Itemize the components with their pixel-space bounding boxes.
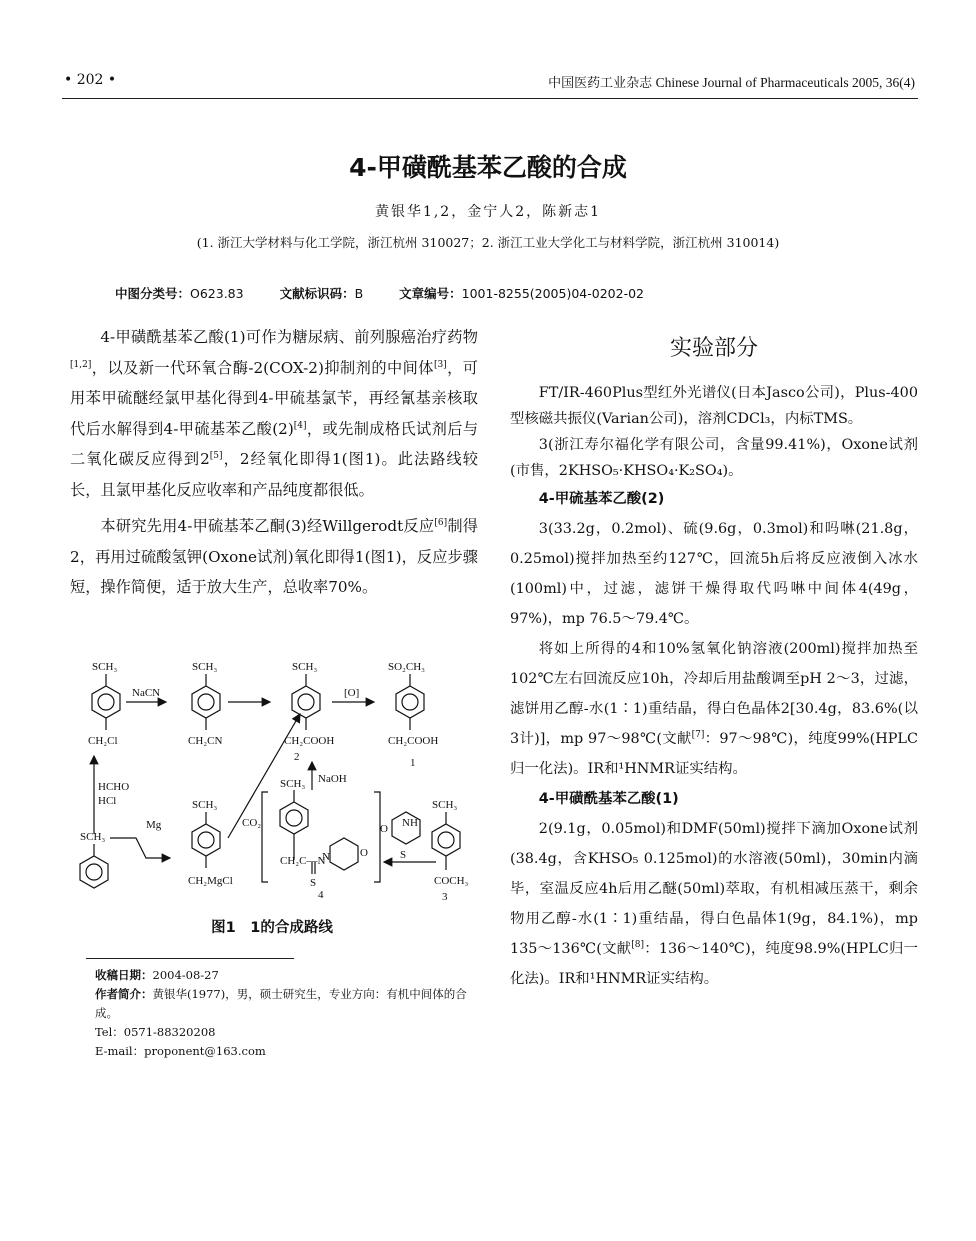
benzene-ring [192, 824, 220, 856]
article-no-label: 文章编号： [399, 286, 462, 301]
article-title: 4-甲磺酰基苯乙酸的合成 [349, 153, 627, 182]
reagent-nacn: NaCN [132, 687, 161, 699]
compound-4: 4 [318, 889, 324, 901]
label-thio-s: S [310, 877, 317, 889]
label-sch3-d: SCH₃ [80, 831, 106, 843]
clc-label: 中图分类号： [115, 286, 191, 301]
reagent-co2: CO₂ [242, 817, 262, 829]
label-sch3-g: SCH₃ [192, 799, 218, 811]
benzene-ring [292, 686, 320, 718]
doc-code-value: B [354, 286, 364, 301]
procedure-2b: 将如上所得的4和10%氢氧化钠溶液(200ml)搅拌加热至102℃左右回流反应10h，冷却后用盐酸调至pH 2～3，过滤，滤饼用乙醇-水(1∶1)重结晶，得白色晶体2[30.4g，83.6%(以3计)]，mp 97～98℃(文献[7]：97～98℃)，纯度99%(HPLC归一化法)。IR和¹HNMR证实结构。 [510, 641, 918, 777]
label-ch2c-n: CH₂C—N [280, 855, 326, 867]
benzene-ring [280, 802, 308, 834]
author-email: E-mail：proponent@163.com [95, 1044, 266, 1058]
reagents-paragraph: 3(浙江寿尔福化学有限公司，含量99.41%)，Oxone试剂(市售，2KHSO₅·KHSO₄·K₂SO₄)。 [510, 437, 918, 479]
benzene-ring [396, 686, 424, 718]
intro-paragraph-2: 本研究先用4-甲硫基苯乙酮(3)经Willgerodt反应[6]制得2，再用过硫酸氢钾(Oxone试剂)氧化即得1(图1)，反应步骤短，操作简便，适于放大生产，总收率70%。 [70, 517, 478, 596]
received-date: 收稿日期：2004-08-27 [95, 968, 219, 982]
reagent-hcho: HCHO [98, 781, 130, 793]
procedure-2a: 3(33.2g，0.2mol)、硫(9.6g，0.3mol)和吗啉(21.8g，0.25mol)搅拌加热至约127℃，回流5h后将反应液倒入冰水(100ml)中，过滤，滤饼干燥得取代吗啉中间体4(49g，97%)，mp 76.5～79.4℃。 [510, 521, 918, 627]
label-sch3-4: SCH₃ [280, 778, 306, 790]
synthesis-scheme [62, 652, 482, 914]
label-sch3-a: SCH₃ [92, 661, 118, 673]
label-s-reagent: S [400, 849, 407, 861]
label-n-morpholine: N [322, 851, 330, 863]
article-no-value: 1001-8255(2005)04-0202-02 [461, 286, 644, 301]
label-ch2cooh-b: CH₂COOH [388, 735, 439, 747]
label-sch3-3: SCH₃ [432, 799, 458, 811]
label-nh: NH [402, 817, 418, 829]
compound-1: 1 [410, 757, 416, 769]
benzene-ring [192, 686, 220, 718]
label-o-morpholine: O [360, 847, 368, 859]
journal-name-zh: 中国医药工业杂志 [548, 76, 653, 91]
label-o-reagent: O [380, 823, 388, 835]
morpholine-ring [330, 838, 358, 870]
subheading-compound-2: 4-甲硫基苯乙酸(2) [538, 491, 665, 507]
instruments-paragraph: FT/IR-460Plus型红外光谱仪(日本Jasco公司)，Plus-400型核磁共振仪(Varian公司)，溶剂CDCl₃，内标TMS。 [510, 385, 918, 427]
benzene-ring [432, 824, 460, 856]
doc-code-label: 文献标识码： [279, 286, 355, 301]
label-ch2cooh-a: CH₂COOH [284, 735, 335, 747]
author-bio: 作者简介：黄银华(1977)，男，硕士研究生，专业方向：有机中间体的合成。 [95, 987, 467, 1020]
journal-header [480, 72, 915, 91]
compound-3: 3 [442, 891, 448, 903]
procedure-1: 2(9.1g，0.05mol)和DMF(50ml)搅拌下滴加Oxone试剂(38.4g，含KHSO₅ 0.125mol)的水溶液(50ml)，30min内滴毕，室温反应4h后用乙醚(50ml)萃取，有机相减压蒸干，剩余物用乙醇-水(1∶1)重结晶，得白色晶体1(9g，84.1%)，mp 135～136℃(文献[8]：136～140℃)，纯度98.9%(HPLC归一化法)。IR和¹HNMR证实结构。 [510, 821, 918, 987]
intro-column [70, 322, 478, 603]
figure-caption: 图1 1的合成路线 [211, 920, 333, 936]
section-heading: 实验部分 [669, 336, 758, 361]
label-ch2cl: CH₂Cl [88, 735, 118, 747]
affiliations: (1. 浙江大学材料与化工学院，浙江杭州 310027；2. 浙江工业大学化工与材料学院，浙江杭州 310014) [196, 235, 780, 250]
experimental-column [510, 328, 918, 994]
footnotes [95, 966, 480, 1061]
reagent-naoh: NaOH [318, 773, 347, 785]
header-rule [62, 98, 918, 99]
intro-paragraph-1: 4-甲磺酰基苯乙酸(1)可作为糖尿病、前列腺癌治疗药物[1,2]，以及新一代环氧合酶-2(COX-2)抑制剂的中间体[3]，可用苯甲硫醚经氯甲基化得到4-甲硫基氯苄，再经氰基亲核取代后水解得到4-甲硫基苯乙酸(2)[4]，或先制成格氏试剂后与二氧化碳反应得到2[5]，2经氧化即得1(图1)。此法路线较长，且氯甲基化反应收率和产品纯度都很低。 [70, 328, 479, 499]
benzene-ring [92, 686, 120, 718]
journal-name-en: Chinese Journal of Pharmaceuticals 2005, 36(4) [655, 75, 915, 90]
reagent-ox: [O] [344, 687, 360, 699]
label-so2ch3: SO₂CH₃ [388, 661, 426, 673]
label-ch2mgcl: CH₂MgCl [188, 875, 233, 887]
label-sch3-c: SCH₃ [292, 661, 318, 673]
reagent-mg: Mg [146, 819, 162, 831]
label-coch3: COCH₃ [434, 875, 469, 887]
label-sch3-b: SCH₃ [192, 661, 218, 673]
benzene-ring [80, 856, 108, 888]
reagent-hcl: HCl [98, 795, 117, 807]
compound-2: 2 [294, 751, 300, 763]
subheading-compound-1: 4-甲磺酰基苯乙酸(1) [538, 791, 679, 807]
clc-value: O623.83 [190, 286, 244, 301]
article-meta [115, 284, 875, 302]
authors: 黄银华1,2，金宁人2，陈新志1 [374, 204, 602, 220]
author-tel: Tel：0571-88320208 [95, 1025, 216, 1039]
page-number: • 202 • [64, 72, 117, 88]
footnote-rule [86, 958, 294, 959]
label-ch2cn: CH₂CN [188, 735, 223, 747]
